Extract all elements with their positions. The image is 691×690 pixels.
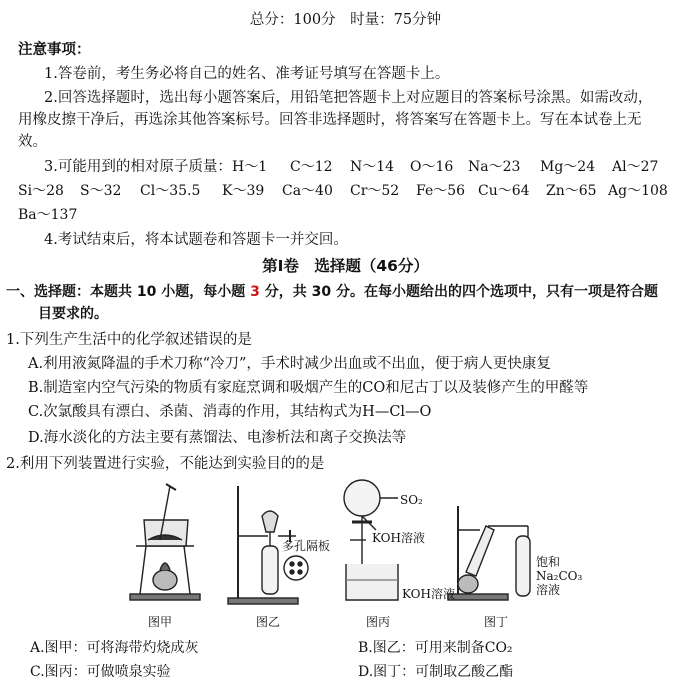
figure-caption-yi: 图乙 [256, 615, 281, 629]
annotation-koh-top: KOH溶液 [372, 531, 425, 545]
atomic-mass: Si～28 [18, 183, 64, 199]
figure-caption-ding: 图丁 [484, 615, 509, 629]
q1-option-a: A.利用液氮降温的手术刀称“冷刀”，手术时减少出血或不出血，便于病人更快康复 [28, 356, 551, 372]
atomic-mass: Cr～52 [350, 183, 400, 199]
atomic-mass: Fe～56 [416, 183, 466, 199]
figure-jia [130, 484, 200, 600]
annotation-porous-plate: 多孔隔板 [282, 539, 331, 553]
figure-caption-bing: 图丙 [366, 615, 391, 629]
section-instructions-line-1: 一、选择题：本题共 10 小题，每小题 3 分，共 30 分。在每小题给出的四个选项中，只有一项是符合题 [6, 284, 658, 300]
atomic-mass: Mg～24 [540, 159, 596, 175]
annotation-saturated-1: 饱和 [536, 555, 561, 569]
atomic-mass: H～1 [232, 159, 268, 175]
annotation-so2: SO₂ [400, 493, 423, 507]
atomic-mass: K～39 [222, 183, 265, 199]
part-title: 第Ⅰ卷 选择题（46分） [262, 257, 429, 275]
q1-option-b: B.制造室内空气污染的物质有家庭烹调和吸烟产生的CO和尼古丁以及装修产生的甲醛等 [28, 380, 589, 396]
notes-item-2-line-3: 效。 [18, 134, 47, 150]
section-instructions-line-2: 目要求的。 [38, 306, 108, 322]
atomic-mass: Na～23 [468, 159, 521, 175]
figure-caption-jia: 图甲 [148, 615, 173, 629]
notes-item-2-line-2: 用橡皮擦干净后，再选涂其他答案标号。回答非选择题时，将答案写在答题卡上。写在本试卷上无 [18, 112, 642, 128]
notes-heading: 注意事项： [18, 42, 91, 58]
atomic-mass: Zn～65 [546, 183, 597, 199]
atomic-mass: Al～27 [612, 159, 659, 175]
q1-option-d: D.海水淡化的方法主要有蒸馏法、电渗析法和离子交换法等 [28, 430, 407, 446]
notes-item-2-line-1: 2.回答选择题时，选出每小题答案后，用铅笔把答题卡上对应题目的答案标号涂黑。如需改动， [44, 90, 653, 106]
q1-stem: 1.下列生产生活中的化学叙述错误的是 [6, 332, 252, 348]
figure-ding [448, 506, 530, 600]
annotation-saturated-2: Na₂CO₃ [536, 569, 583, 583]
annotation-koh-bottom: KOH溶液 [402, 587, 455, 601]
apparatus-figures [0, 476, 691, 626]
atomic-mass: O～16 [410, 159, 454, 175]
atomic-mass: C～12 [290, 159, 333, 175]
atomic-mass: Cu～64 [478, 183, 530, 199]
q2-stem: 2.利用下列装置进行实验，不能达到实验目的的是 [6, 456, 325, 472]
notes-item-4: 4.考试结束后，将本试题卷和答题卡一并交回。 [44, 232, 348, 248]
annotation-saturated-3: 溶液 [536, 583, 561, 597]
q2-option-b: B.图乙：可用来制备CO₂ [358, 640, 513, 656]
exam-header: 总分：100分 时量：75分钟 [249, 12, 442, 28]
q2-option-a: A.图甲：可将海带灼烧成灰 [30, 640, 199, 656]
atomic-mass: Cl～35.5 [140, 183, 201, 199]
q1-option-c: C.次氯酸具有漂白、杀菌、消毒的作用，其结构式为H—Cl—O [28, 404, 432, 420]
notes-item-1: 1.答卷前，考生务必将自己的姓名、准考证号填写在答题卡上。 [44, 66, 450, 82]
atomic-mass: Ba～137 [18, 207, 78, 223]
atomic-mass: Ag～108 [608, 183, 668, 199]
atomic-mass: N～14 [350, 159, 395, 175]
notes-item-3-prefix: 3.可能用到的相对原子质量： [44, 159, 232, 175]
q2-option-d: D.图丁：可制取乙酸乙酯 [358, 664, 514, 680]
atomic-mass: Ca～40 [282, 183, 333, 199]
atomic-mass: S～32 [80, 183, 122, 199]
q2-option-c: C.图丙：可做喷泉实验 [30, 664, 171, 680]
